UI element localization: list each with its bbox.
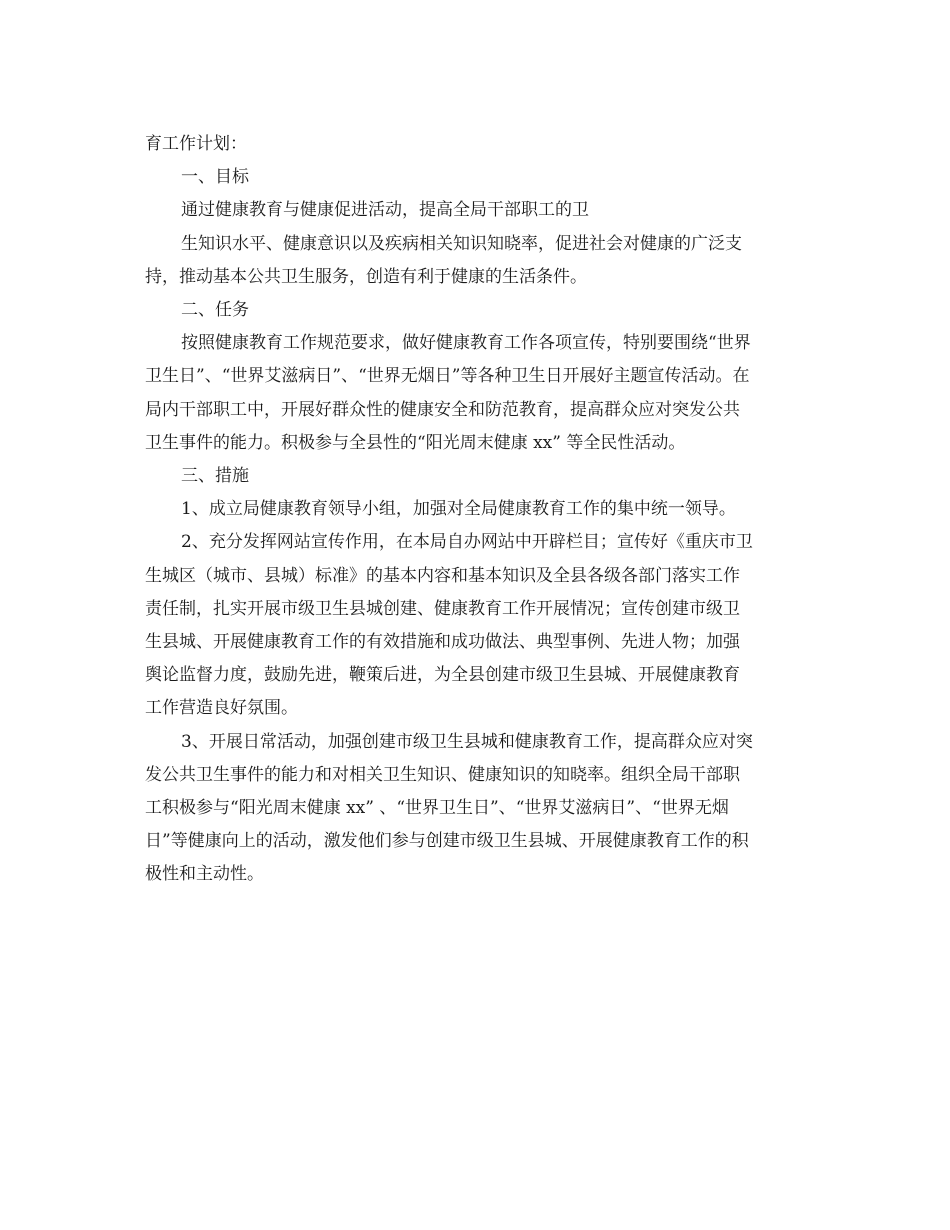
goals-line: 持，推动基本公共卫生服务，创造有利于健康的生活条件。 xyxy=(145,266,587,287)
measure-line: 生县城、开展健康教育工作的有效措施和成功做法、典型事例、先进人物；加强 xyxy=(145,632,740,653)
tasks-line: 按照健康教育工作规范要求，做好健康教育工作各项宣传，特别要围绕“世界 xyxy=(181,333,751,354)
measure-line: 责任制，扎实开展市级卫生县城创建、健康教育工作开展情况；宣传创建市级卫 xyxy=(145,598,740,619)
measure-line: 1、成立局健康教育领导小组，加强对全局健康教育工作的集中统一领导。 xyxy=(181,499,736,520)
measure-line: 工作营造良好氛围。 xyxy=(145,698,298,719)
section-heading-goals: 一、目标 xyxy=(181,167,249,188)
measure-3-paragraph xyxy=(145,726,810,892)
measure-line: 生城区（城市、县城）标准》的基本内容和基本知识及全县各级各部门落实工作 xyxy=(145,565,740,586)
section-heading-tasks: 二、任务 xyxy=(181,300,249,321)
measure-line: 极性和主动性。 xyxy=(145,864,264,885)
tasks-paragraph xyxy=(145,327,810,460)
measure-2-paragraph xyxy=(145,526,810,725)
goals-paragraph xyxy=(145,194,810,294)
measure-line: 日”等健康向上的活动，激发他们参与创建市级卫生县城、开展健康教育工作的积 xyxy=(145,831,749,852)
tasks-line: 局内干部职工中，开展好群众性的健康安全和防范教育，提高群众应对突发公共 xyxy=(145,399,740,420)
measure-line: 舆论监督力度，鼓励先进，鞭策后进，为全县创建市级卫生县城、开展健康教育 xyxy=(145,665,740,686)
goals-line: 生知识水平、健康意识以及疾病相关知识知晓率，促进社会对健康的广泛支 xyxy=(181,233,742,254)
measure-1-paragraph xyxy=(145,493,810,526)
tasks-line: 卫生事件的能力。积极参与全县性的“阳光周末健康 xx” 等全民性活动。 xyxy=(145,432,686,453)
measure-line: 发公共卫生事件的能力和对相关卫生知识、健康知识的知晓率。组织全局干部职 xyxy=(145,764,740,785)
measure-line: 工积极参与“阳光周末健康 xx” 、“世界卫生日”、“世界艾滋病日”、“世界无烟 xyxy=(145,798,729,819)
measure-line: 3、开展日常活动，加强创建市级卫生县城和健康教育工作，提高群众应对突 xyxy=(181,731,753,752)
section-heading-measures: 三、措施 xyxy=(181,466,249,487)
tasks-line: 卫生日”、“世界艾滋病日”、“世界无烟日”等各种卫生日开展好主题宣传活动。在 xyxy=(145,366,750,387)
lead-line: 育工作计划： xyxy=(145,134,247,154)
measure-line: 2、充分发挥网站宣传作用，在本局自办网站中开辟栏目；宣传好《重庆市卫 xyxy=(181,532,753,553)
document-body xyxy=(145,128,810,892)
goals-line: 通过健康教育与健康促进活动，提高全局干部职工的卫 xyxy=(181,200,589,221)
